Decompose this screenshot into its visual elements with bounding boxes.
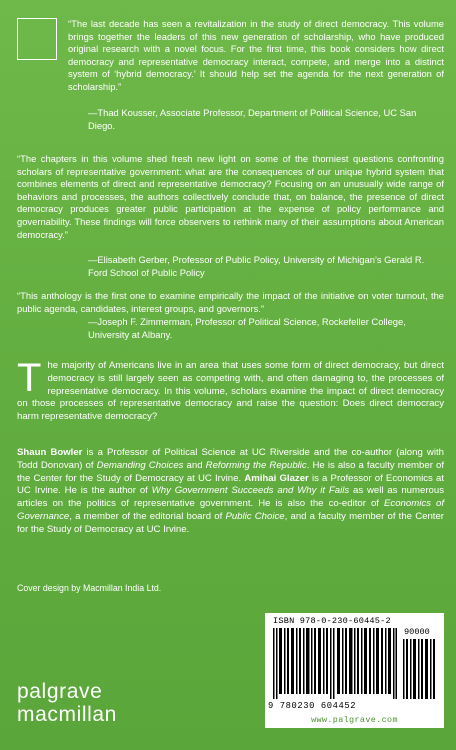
isbn-barcode [265,613,444,726]
endorsement-attribution-2: —Elisabeth Gerber, Professor of Public Policy, University of Michigan’s Gerald R. Ford School of Public Policy [88,254,425,278]
book-title: Why Government Succeeds and Why it Fails [151,485,350,497]
ean-barcode-bars [273,628,397,699]
publisher-logo-palgrave: palgrave [17,680,103,703]
book-description [17,356,444,424]
bio-text: is a Professor of Political Science at UC Riverside and the co-author (along with Todd Donovan) of [17,447,444,471]
book-title: Reforming the Republic [205,459,307,471]
bio-text: , and a faculty member of the Center for the Study of Democracy at UC Irvine. [17,510,444,535]
bio-text: and [183,459,206,471]
price-code: 90000 [404,627,430,637]
price-barcode-bars [403,639,437,699]
bio-text: as well as numerous articles on the politics of representative government. He is also the co-editor of [17,485,444,510]
bio-text: , a member of the editorial board of [69,510,226,522]
bio-text: is a Professor of Economics at UC Irvine. He is the author of [17,472,445,497]
publisher-logo-macmillan: macmillan [17,703,117,726]
bio-text: . He is also a faculty member of the Center for the Study of Democracy at UC Irvine. [17,459,445,484]
isbn-number: ISBN 978-0-230-60445-2 [273,616,391,626]
endorsement-quote-2: “The chapters in this volume shed fresh new light on some of the thorniest questions confronting scholars of representative government: what are the consequences of our unique hybrid system that combines elements of direct and representative democracy? Focusing on an unusually wide range of behaviors and processes, the authors collectively conclude that, on balance, the presence of direct democracy produces greater public participation at the expense of policy performance and governability. These findings will force observers to rethink many of their assumptions about American democracy.” [17,153,444,240]
decorative-corner-box [17,18,57,60]
book-title: Public Choice [225,510,285,522]
book-description-text: he majority of Americans live in an area that uses some form of direct democracy, but direct democracy is still largely seen as competing with, and often damaging to, the processes of representative democracy. In this volume, scholars examine the impact of direct democracy on those processes of representative democracy and raise the question: Does direct democracy harm representative democracy? [17,360,444,423]
ean-digits: 9 780230 604452 [268,701,357,711]
book-title: Economics of Governance [17,498,444,522]
cover-design-credit: Cover design by Macmillan India Ltd. [17,583,162,593]
endorsement-attribution-1: —Thad Kousser, Associate Professor, Department of Political Science, UC San Diego. [88,107,417,131]
endorsement-attribution-3: —Joseph F. Zimmerman, Professor of Political Science, Rockefeller College, University at Albany. [88,316,406,340]
publisher-url: www.palgrave.com [265,712,444,728]
author-bios [17,447,444,537]
author-name-2: Amihai Glazer [244,472,309,484]
drop-cap: T [17,356,42,400]
endorsement-quote-3: “This anthology is the first one to examine empirically the impact of the initiative on voter turnout, the public agenda, candidates, interest groups, and governors.” [17,290,444,314]
book-title: Demanding Choices [96,459,184,471]
endorsement-quote-1: “The last decade has seen a revitalization in the study of direct democracy. This volume brings together the leaders of this new generation of scholarship, who have produced original research with a novel focus. For the first time, this book considers how direct democracy and representative democracy interact, compete, and merge into a distinct system of ‘hybrid democracy.’ It should help set the agenda for the next generation of scholarship.” [68,18,444,92]
author-name-1: Shaun Bowler [17,447,83,458]
